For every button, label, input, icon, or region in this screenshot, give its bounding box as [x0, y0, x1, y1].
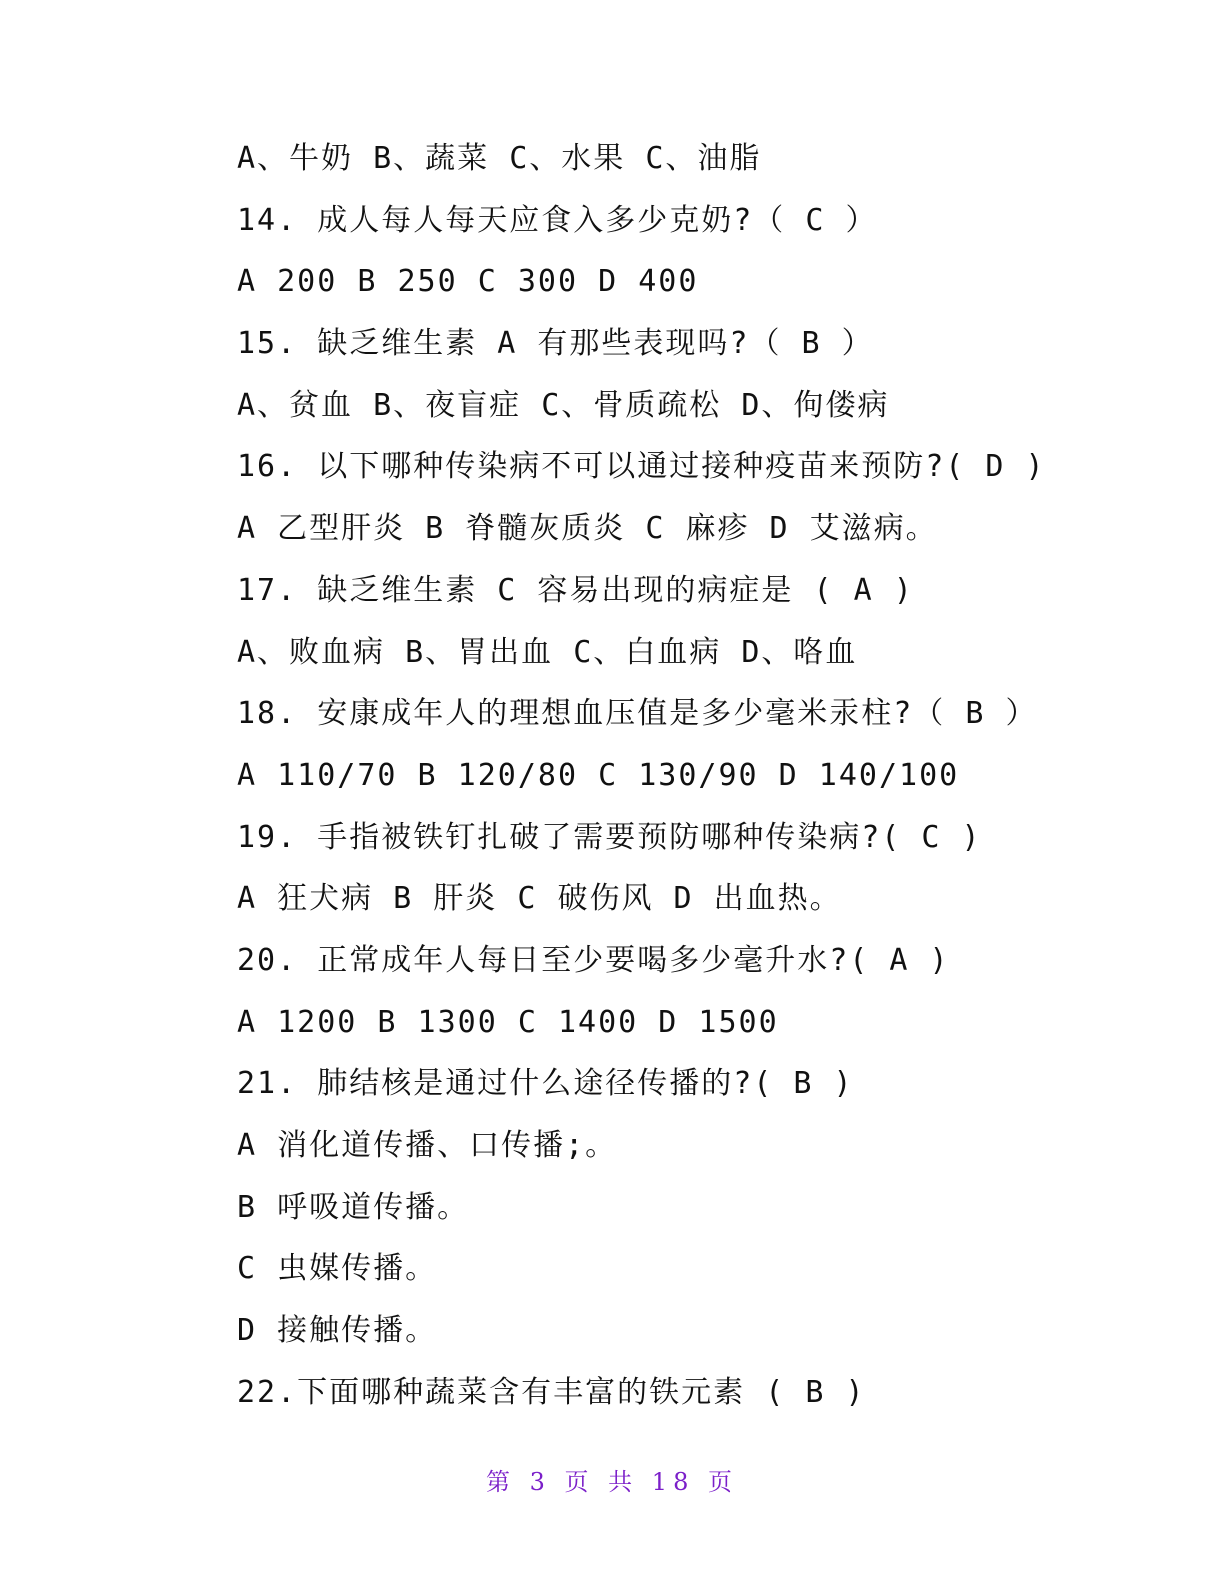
option-21-a: A 消化道传播、口传播;。	[237, 1128, 618, 1163]
question-20: 20. 正常成年人每日至少要喝多少毫升水?( A )	[237, 942, 950, 978]
options-line-13: A、牛奶 B、蔬菜 C、水果 C、油脂	[237, 141, 762, 176]
page-number-footer: 第 3 页 共 18 页	[486, 1468, 738, 1496]
question-18: 18. 安康成年人的理想血压值是多少毫米汞柱?（ B ）	[237, 696, 1038, 732]
options-line-20: A 1200 B 1300 C 1400 D 1500	[237, 1004, 779, 1040]
options-line-14: A 200 B 250 C 300 D 400	[237, 264, 699, 300]
option-21-c: C 虫媒传播。	[237, 1251, 438, 1287]
option-21-b: B 呼吸道传播。	[237, 1189, 470, 1225]
question-21: 21. 肺结核是通过什么途径传播的?( B )	[237, 1066, 854, 1102]
options-line-15: A、贫血 B、夜盲症 C、骨质疏松 D、佝偻病	[237, 387, 890, 423]
options-line-18: A 110/70 B 120/80 C 130/90 D 140/100	[237, 757, 960, 793]
document-body	[237, 128, 1137, 1423]
question-14: 14. 成人每人每天应食入多少克奶?（ C ）	[237, 202, 878, 238]
option-21-d: D 接触传播。	[237, 1313, 438, 1349]
question-16: 16. 以下哪种传染病不可以通过接种疫苗来预防?( D )	[237, 449, 1046, 485]
question-22: 22.下面哪种蔬菜含有丰富的铁元素 ( B )	[237, 1374, 866, 1410]
question-17: 17. 缺乏维生素 C 容易出现的病症是 ( A )	[237, 572, 914, 608]
options-line-16: A 乙型肝炎 B 脊髓灰质炎 C 麻疹 D 艾滋病。	[237, 511, 938, 547]
question-19: 19. 手指被铁钉扎破了需要预防哪种传染病?( C )	[237, 819, 982, 855]
question-15: 15. 缺乏维生素 A 有那些表现吗?（ B ）	[237, 326, 874, 362]
options-line-17: A、败血病 B、胃出血 C、白血病 D、咯血	[237, 634, 858, 670]
options-line-19: A 狂犬病 B 肝炎 C 破伤风 D 出血热。	[237, 881, 842, 917]
